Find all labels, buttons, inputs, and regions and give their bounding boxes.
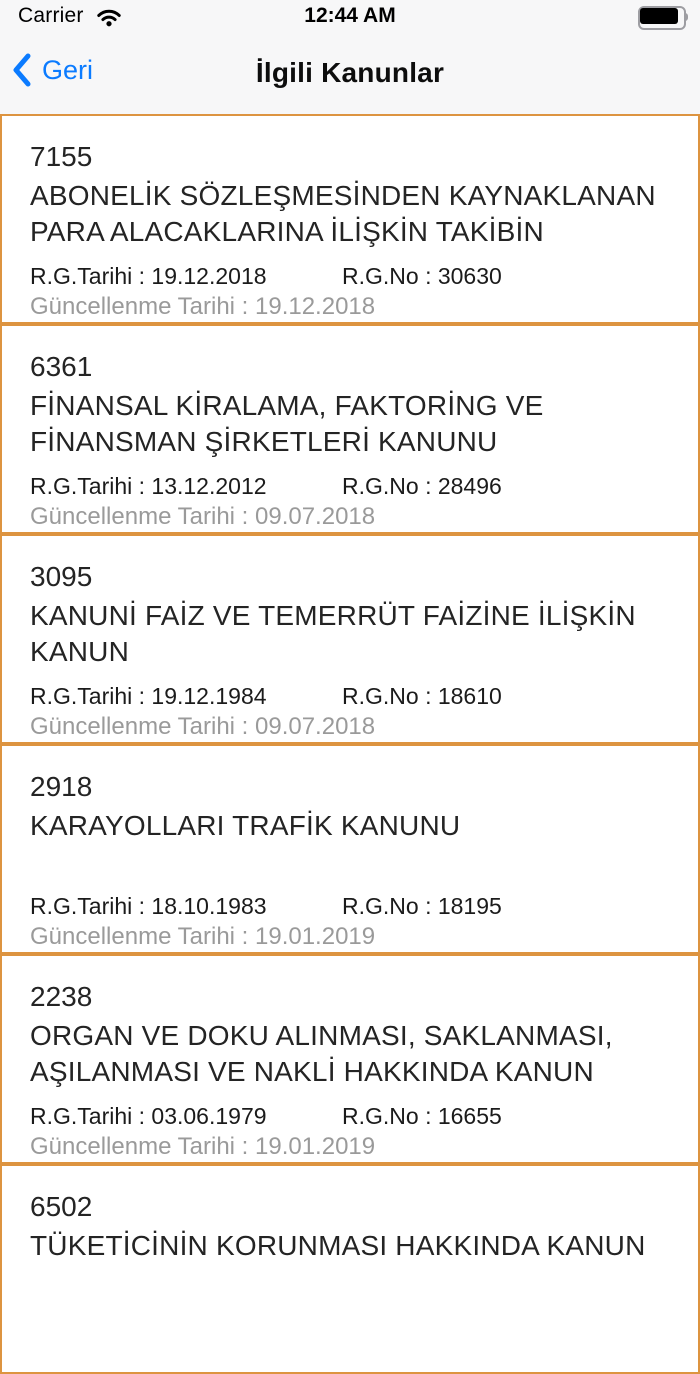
status-bar — [0, 0, 700, 33]
law-meta-row — [30, 262, 670, 290]
rg-no-label: R.G.No : 16655 — [342, 1103, 502, 1129]
law-card[interactable] — [0, 1164, 700, 1374]
law-card[interactable] — [0, 324, 700, 534]
rg-date-label: R.G.Tarihi : 19.12.1984 — [30, 683, 267, 709]
law-title: KARAYOLLARI TRAFİK KANUNU — [30, 810, 461, 841]
law-updated-label: Güncellenme Tarihi : 19.01.2019 — [30, 923, 376, 950]
law-title: KANUNİ FAİZ VE TEMERRÜT FAİZİNE İLİŞKİN KANUN — [30, 600, 636, 667]
law-card[interactable] — [0, 114, 700, 324]
law-number: 2918 — [30, 771, 93, 802]
law-title: TÜKETİCİNİN KORUNMASI HAKKINDA KANUN — [30, 1230, 646, 1261]
rg-date-label: R.G.Tarihi : 19.12.2018 — [30, 263, 267, 289]
law-number: 7155 — [30, 141, 93, 172]
law-title: ORGAN VE DOKU ALINMASI, SAKLANMASI, AŞILANMASI VE NAKLİ HAKKINDA KANUN — [30, 1020, 613, 1087]
clock: 12:44 AM — [304, 4, 396, 27]
rg-date-label: R.G.Tarihi : 03.06.1979 — [30, 1103, 267, 1129]
law-card[interactable] — [0, 744, 700, 954]
law-number: 6502 — [30, 1191, 93, 1222]
law-updated-label: Güncellenme Tarihi : 19.01.2019 — [30, 1133, 376, 1160]
law-meta-row — [30, 472, 670, 500]
law-number: 2238 — [30, 981, 93, 1012]
rg-date-label: R.G.Tarihi : 18.10.1983 — [30, 893, 267, 919]
carrier-label: Carrier — [18, 4, 84, 27]
nav-bar — [0, 33, 700, 114]
rg-no-label: R.G.No : 18195 — [342, 893, 502, 919]
law-title: FİNANSAL KİRALAMA, FAKTORİNG VE FİNANSMAN ŞİRKETLERİ KANUNU — [30, 390, 544, 457]
law-updated-label: Güncellenme Tarihi : 19.12.2018 — [30, 293, 376, 320]
law-number: 6361 — [30, 351, 93, 382]
rg-no-label: R.G.No : 30630 — [342, 263, 502, 289]
law-title: ABONELİK SÖZLEŞMESİNDEN KAYNAKLANAN PARA ALACAKLARINA İLİŞKİN TAKİBİN — [30, 180, 656, 247]
law-list — [0, 114, 700, 1374]
rg-no-label: R.G.No : 28496 — [342, 473, 502, 499]
law-updated-label: Güncellenme Tarihi : 09.07.2018 — [30, 713, 376, 740]
battery-icon — [638, 6, 690, 28]
law-number: 3095 — [30, 561, 93, 592]
rg-no-label: R.G.No : 18610 — [342, 683, 502, 709]
law-card[interactable] — [0, 534, 700, 744]
back-button-label: Geri — [42, 54, 94, 85]
law-updated-label: Güncellenme Tarihi : 09.07.2018 — [30, 503, 376, 530]
page-title: İlgili Kanunlar — [255, 57, 445, 88]
rg-date-label: R.G.Tarihi : 13.12.2012 — [30, 473, 267, 499]
law-meta-row — [30, 682, 670, 710]
top-chrome — [0, 0, 700, 114]
law-meta-row — [30, 892, 670, 920]
law-card[interactable] — [0, 954, 700, 1164]
law-meta-row — [30, 1102, 670, 1130]
